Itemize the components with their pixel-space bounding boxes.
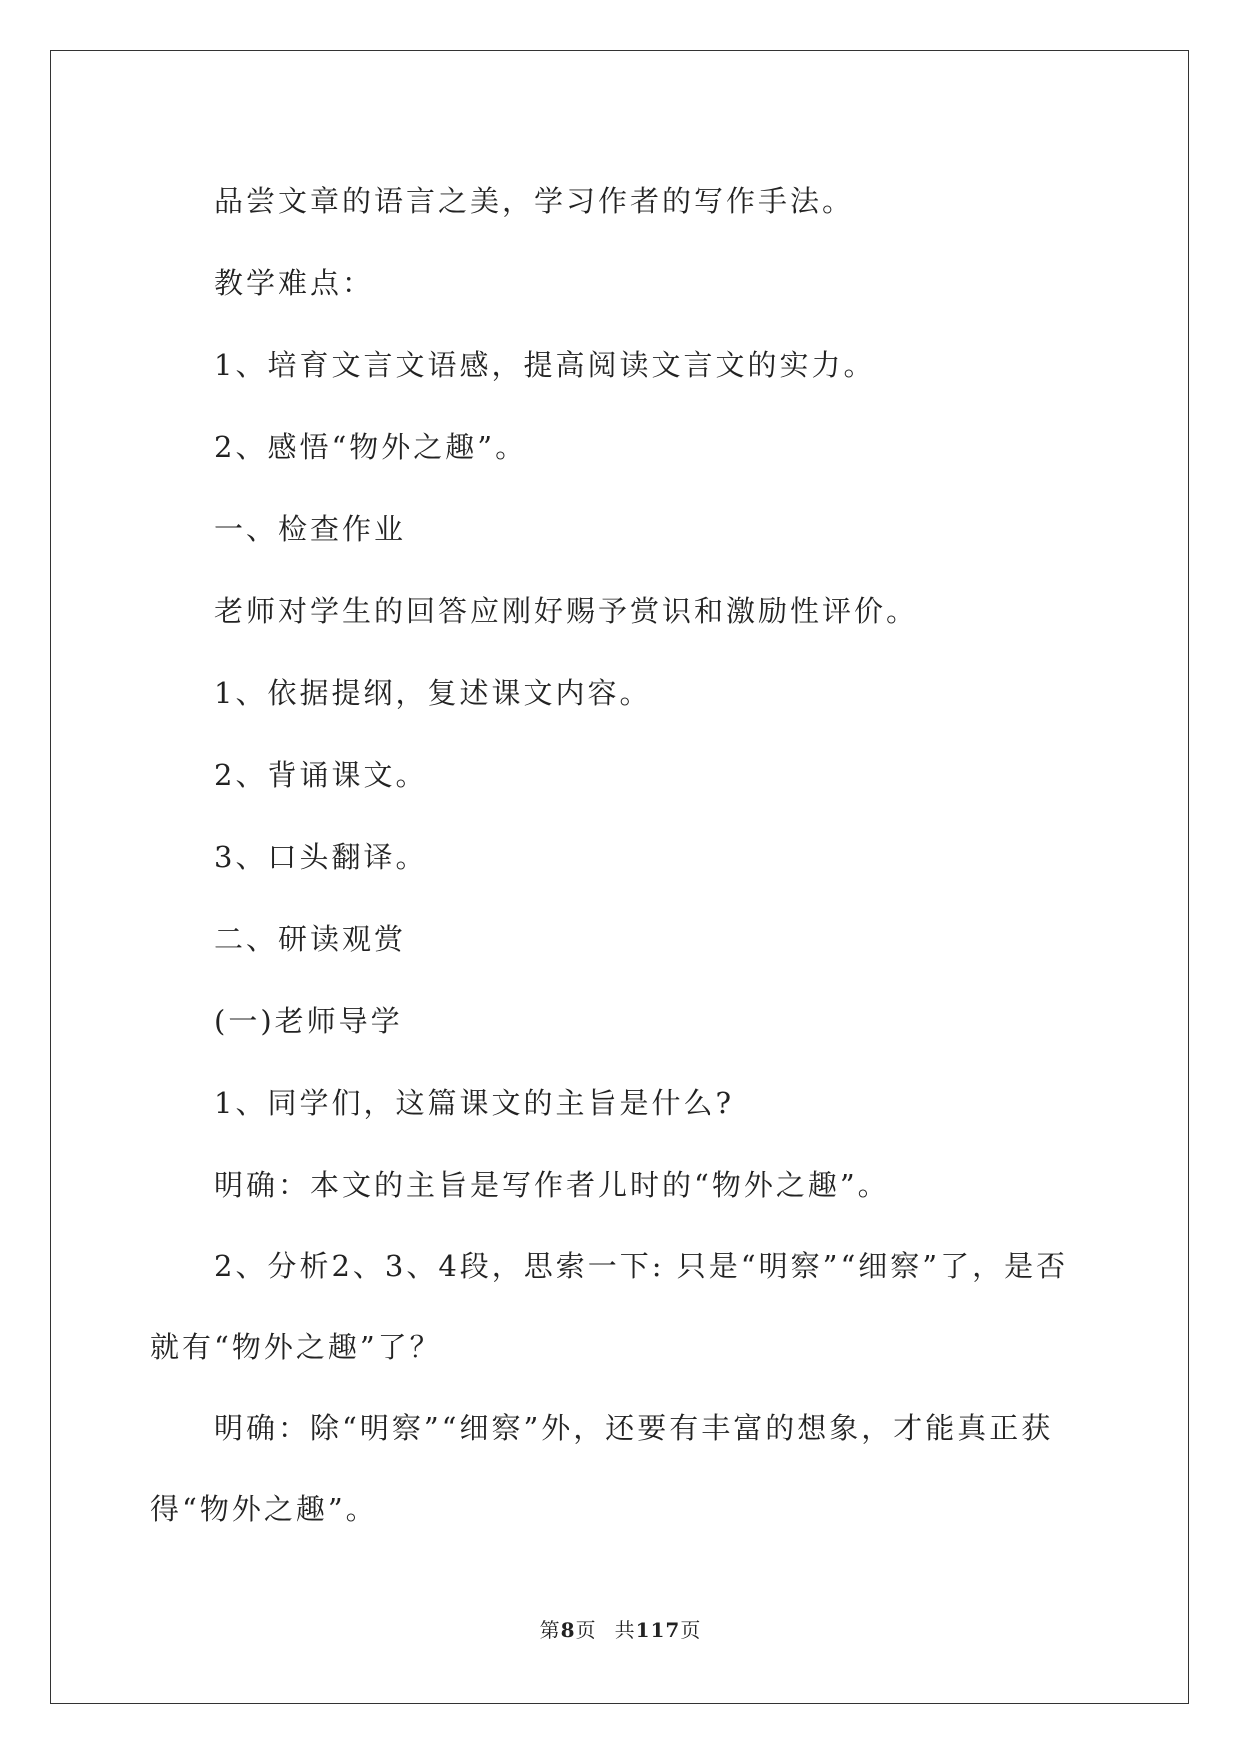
footer-page-suffix: 页 [575, 1618, 597, 1642]
paragraph: 明确：除“明察”“细察”外，还要有丰富的想象，才能真正获得“物外之趣”。 [150, 1411, 1054, 1526]
paragraph: 2、感悟“物外之趣”。 [214, 430, 528, 464]
paragraph: 品尝文章的语言之美，学习作者的写作手法。 [214, 184, 855, 218]
document-body [150, 160, 1090, 1550]
footer-page-prefix: 第 [539, 1618, 561, 1642]
paragraph: 2、分析2、3、4段，思索一下: 只是“明察”“细察”了，是否就有“物外之趣”了？ [150, 1249, 1069, 1364]
paragraph: 1、同学们，这篇课文的主旨是什么? [214, 1086, 734, 1120]
paragraph: 老师对学生的回答应刚好赐予赏识和激励性评价。 [214, 594, 919, 628]
paragraph: 明确：本文的主旨是写作者儿时的“物外之趣”。 [214, 1168, 890, 1202]
paragraph: 二、研读观赏 [214, 922, 407, 956]
paragraph: 1、依据提纲，复述课文内容。 [214, 676, 652, 710]
footer-total-pages: 117 [635, 1618, 681, 1642]
paragraph: 1、培育文言文语感，提高阅读文言文的实力。 [214, 348, 876, 382]
paragraph: 一、检查作业 [214, 512, 407, 546]
paragraph: 2、背诵课文。 [214, 758, 428, 792]
paragraph: (一)老师导学 [214, 1004, 403, 1038]
footer-total-suffix: 页 [680, 1618, 702, 1642]
footer-total-prefix: 共 [614, 1618, 636, 1642]
page-footer [0, 1614, 1241, 1643]
footer-page-number: 8 [560, 1618, 576, 1642]
paragraph: 3、口头翻译。 [214, 840, 428, 874]
paragraph: 教学难点： [214, 266, 375, 300]
